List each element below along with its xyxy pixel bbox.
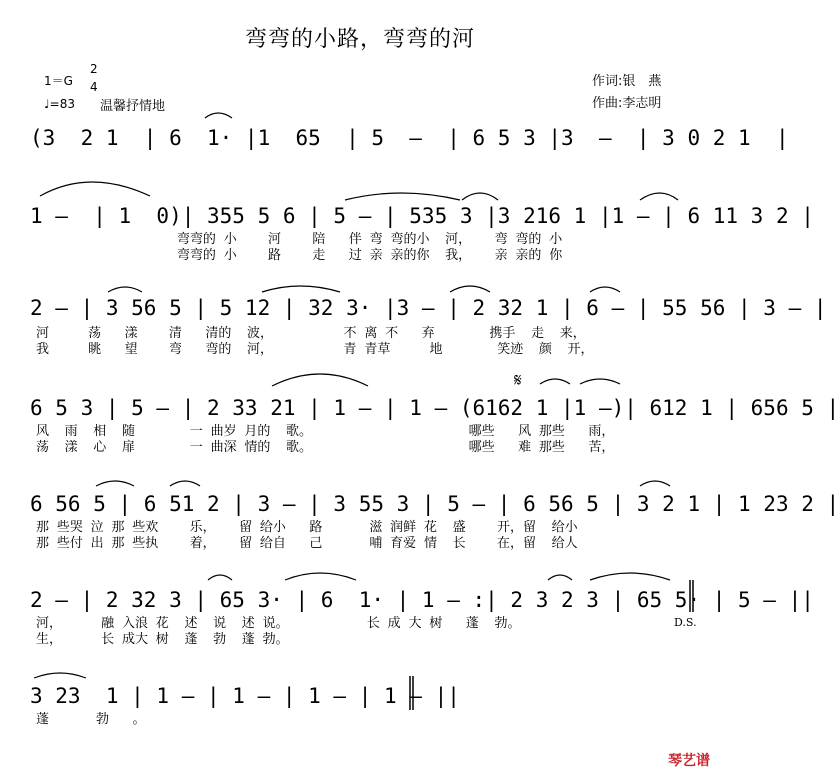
lyric-verse-2: 那 些付 出 那 些执 着， 留 给自 己 哺 育爱 情 长 在，留 给人 [36,536,578,551]
song-title: 弯弯的小路，弯弯的河 [244,27,475,52]
tempo-mark: ♩=83 [44,97,75,111]
slur [540,379,570,384]
lyric-verse-2: 荡 漾 心 扉 一 曲深 情的 歌。 哪些 难 那些 苦， [36,440,615,455]
expression-mark: 温馨抒情地 [100,99,166,114]
notation-line: 1 – | 1 0)| 355 5 6 | 5 – | 535 3 |3 216 1 |1 – | 6 11 3 2 | [30,204,814,228]
slur [96,481,134,486]
slur [208,575,232,580]
ds-mark: D.S. [674,616,697,629]
slur [272,374,368,386]
brand-logo: 琴艺谱 [668,753,710,769]
lyric-verse-2: 我 眺 望 弯 弯的 河， 青 青草 地 笑迹 颜 开， [36,342,594,357]
lyric-verse-2: 弯弯的 小 路 走 过 亲 亲的你 我， 亲 亲的 你 [36,248,563,263]
key-signature: 1＝G [44,74,73,88]
slur [40,182,150,196]
lyric-verse-1: 那 些哭 泣 那 些欢 乐， 留 给小 路 滋 润鲜 花 盛 开，留 给小 [36,520,578,535]
notation-line: 6 56 5 | 6 51 2 | 3 – | 3 55 3 | 5 – | 6 56 5 | 3 2 1 | 1 23 2 | [30,492,839,516]
slur [345,193,460,200]
lyric-verse-1: 风 雨 相 随 一 曲岁 月的 歌。 哪些 风 那些 雨， [36,424,615,439]
slur [285,573,356,580]
lyricist-credit: 作词:银 燕 [592,74,662,89]
slur [108,287,142,292]
slur [580,379,620,384]
slur [590,573,670,580]
slur [450,286,490,292]
notation-line: 2 – | 2 32 3 | 65 3· | 6 1· | 1 – :| 2 3 2 3 | 65 5· | 5 – || [30,588,814,612]
slur [34,673,86,678]
composer-credit: 作曲:李志明 [592,96,662,111]
slur [548,575,572,580]
notation-line: 3 23 1 | 1 – | 1 – | 1 – | 1 – || [30,684,460,708]
slur [640,193,678,200]
notation-line: (3 2 1 | 6 1· |1 65 | 5 – | 6 5 3 |3 – | 3 0 2 1 | [30,126,789,150]
notation-line: 6 5 3 | 5 – | 2 33 21 | 1 – | 1 – (6162 1 |1 –)| 612 1 | 656 5 | [30,396,839,420]
time-signature-top: 2 [90,62,98,76]
lyric-verse-2: 生， 长 成大 树 蓬 勃 蓬 勃。 [36,632,289,647]
lyric-verse-1: 河， 融 入浪 花 述 说 述 说。 长 成 大 树 蓬 勃。 [36,616,521,631]
slur [262,286,340,292]
slur [640,481,670,486]
segno-sign: 𝄋 [514,370,522,391]
slur [462,193,498,200]
slur [590,287,620,292]
lyric-verse-1: 河 荡 漾 清 清的 波， 不 离 不 弃 携手 走 来， [36,326,586,341]
slur [205,113,232,118]
time-signature-bottom: 4 [90,80,98,94]
lyric-verse-1: 蓬 勃 。 [36,712,146,727]
lyric-verse-1: 弯弯的 小 河 陪 伴 弯 弯的小 河， 弯 弯的 小 [36,232,563,247]
slur [170,481,200,486]
notation-line: 2 – | 3 56 5 | 5 12 | 32 3· |3 – | 2 32 1 | 6 – | 55 56 | 3 – | [30,296,827,320]
